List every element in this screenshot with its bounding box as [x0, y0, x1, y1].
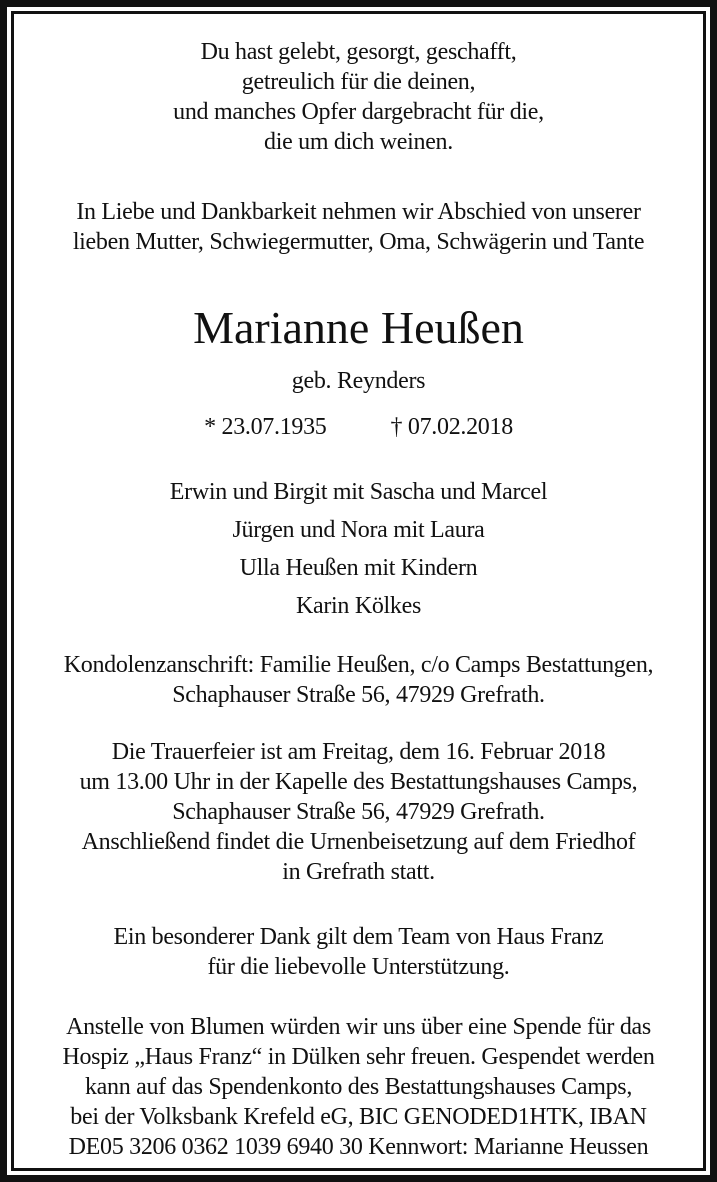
donation-info [0, 1012, 717, 1162]
donation-line: Anstelle von Blumen würden wir uns über eine Spende für das [66, 1014, 651, 1040]
family-member: Ulla Heußen mit Kindern [239, 555, 478, 581]
funeral-line: Schaphauser Straße 56, 47929 Grefrath. [172, 799, 545, 825]
donation-line: DE05 3206 0362 1039 6940 30 Kennwort: Marianne Heussen [68, 1134, 649, 1160]
family-member: Jürgen und Nora mit Laura [232, 517, 485, 543]
donation-line: kann auf das Spendenkonto des Bestattungshauses Camps, [84, 1074, 633, 1100]
funeral-line: in Grefrath statt. [282, 859, 435, 885]
poem-line: Du hast gelebt, gesorgt, geschafft, [200, 39, 517, 65]
intro-line: lieben Mutter, Schwiegermutter, Oma, Schwägerin und Tante [72, 229, 645, 255]
poem-line: die um dich weinen. [264, 129, 453, 155]
donation-line: bei der Volksbank Krefeld eG, BIC GENODED1HTK, IBAN [70, 1104, 647, 1130]
intro-line: In Liebe und Dankbarkeit nehmen wir Abschied von unserer [76, 199, 641, 225]
donation-line: Hospiz „Haus Franz“ in Dülken sehr freuen. Gespendet werden [62, 1044, 655, 1070]
funeral-info [0, 737, 717, 887]
family-member: Karin Kölkes [295, 593, 422, 619]
condolence-line: Kondolenzanschrift: Familie Heußen, c/o Camps Bestattungen, [63, 652, 654, 678]
funeral-line: Anschließend findet die Urnenbeisetzung auf dem Friedhof [81, 829, 636, 855]
thanks-line: für die liebevolle Unterstützung. [207, 954, 510, 980]
condolence-line: Schaphauser Straße 56, 47929 Grefrath. [172, 682, 545, 708]
deceased-name: Marianne Heußen [193, 302, 524, 353]
thanks [0, 922, 717, 982]
poem-line: getreulich für die deinen, [241, 69, 476, 95]
intro [0, 197, 717, 257]
maiden-name: geb. Reynders [291, 368, 426, 394]
family-member: Erwin und Birgit mit Sascha und Marcel [169, 479, 548, 505]
dates [0, 412, 717, 442]
thanks-line: Ein besonderer Dank gilt dem Team von Haus Franz [113, 924, 604, 950]
funeral-line: um 13.00 Uhr in der Kapelle des Bestattungshauses Camps, [79, 769, 638, 795]
birth-date: * 23.07.1935 [204, 414, 327, 440]
poem-line: und manches Opfer dargebracht für die, [173, 99, 544, 125]
poem [0, 37, 717, 157]
funeral-line: Die Trauerfeier ist am Freitag, dem 16. Februar 2018 [111, 739, 606, 765]
condolence-address [0, 650, 717, 710]
family-list [0, 473, 717, 625]
death-date: † 07.02.2018 [390, 414, 513, 440]
